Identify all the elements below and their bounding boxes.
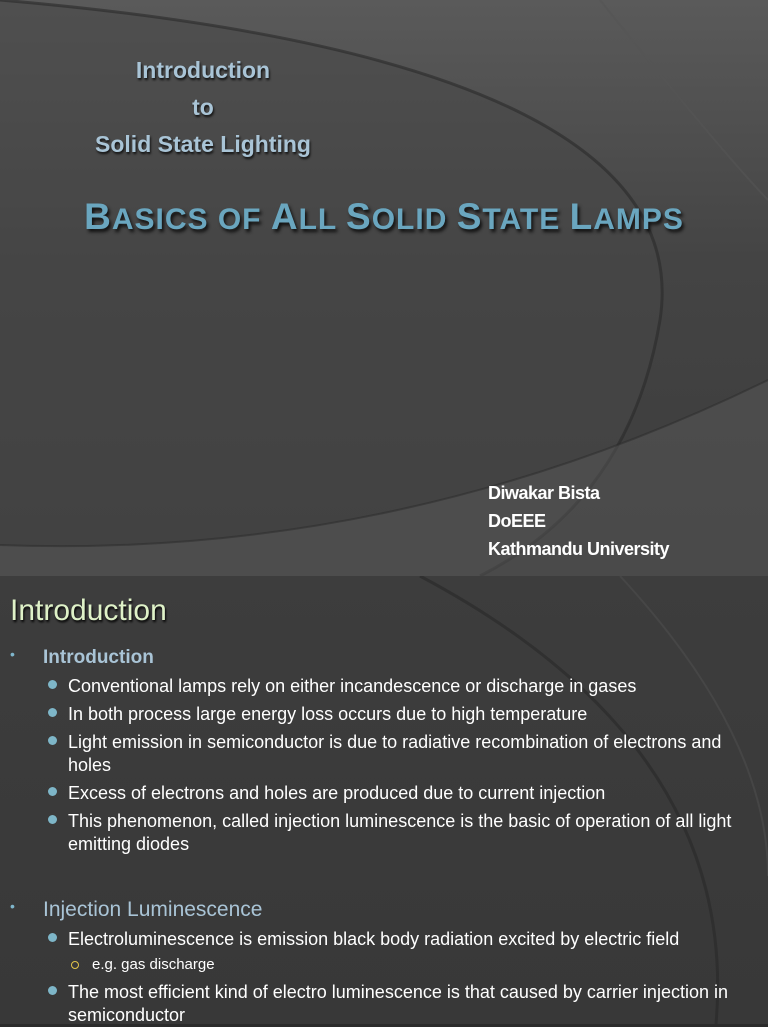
list-item: Excess of electrons and holes are produced due to current injection: [68, 783, 606, 803]
slide-heading: Introduction: [10, 594, 167, 627]
subtitle-line: to: [192, 94, 214, 120]
bullet-dot: [48, 815, 57, 824]
section-title: Introduction: [43, 647, 154, 668]
list-item: This phenomenon, called injection luminescence is the basic of operation of all light emitting diodes: [68, 811, 732, 854]
subtitle-line: Solid State Lighting: [95, 131, 311, 157]
bullet-dot: [48, 986, 57, 995]
section-title: Injection Luminescence: [43, 898, 263, 921]
subtitle: [50, 52, 356, 163]
list-item: The most efficient kind of electro luminescence is that caused by carrier injection in semiconductor: [68, 982, 728, 1025]
author-university: Kathmandu University: [488, 539, 670, 559]
list-item: In both process large energy loss occurs due to high temperature: [68, 704, 588, 724]
slide-title: BASICS OF ALL SOLID STATE LAMPS: [84, 196, 684, 237]
author-block: [488, 479, 669, 563]
sub-list-item: e.g. gas discharge: [92, 956, 215, 973]
level1-bullet: •: [10, 646, 15, 662]
level1-bullet: •: [10, 898, 15, 914]
sub-bullet-ring: [71, 961, 79, 969]
bullet-dot: [48, 736, 57, 745]
author-department: DoEEE: [488, 511, 546, 531]
author-name: Diwakar Bista: [488, 483, 600, 503]
bullet-dot: [48, 787, 57, 796]
bullet-dot: [48, 708, 57, 717]
list-item: Conventional lamps rely on either incandescence or discharge in gases: [68, 676, 637, 696]
bullet-dot: [48, 680, 57, 689]
list-item: Electroluminescence is emission black body radiation excited by electric field: [68, 929, 680, 949]
subtitle-line: Introduction: [135, 57, 271, 83]
list-item: Light emission in semiconductor is due to radiative recombination of electrons and holes: [68, 732, 722, 775]
bullet-dot: [48, 933, 57, 942]
